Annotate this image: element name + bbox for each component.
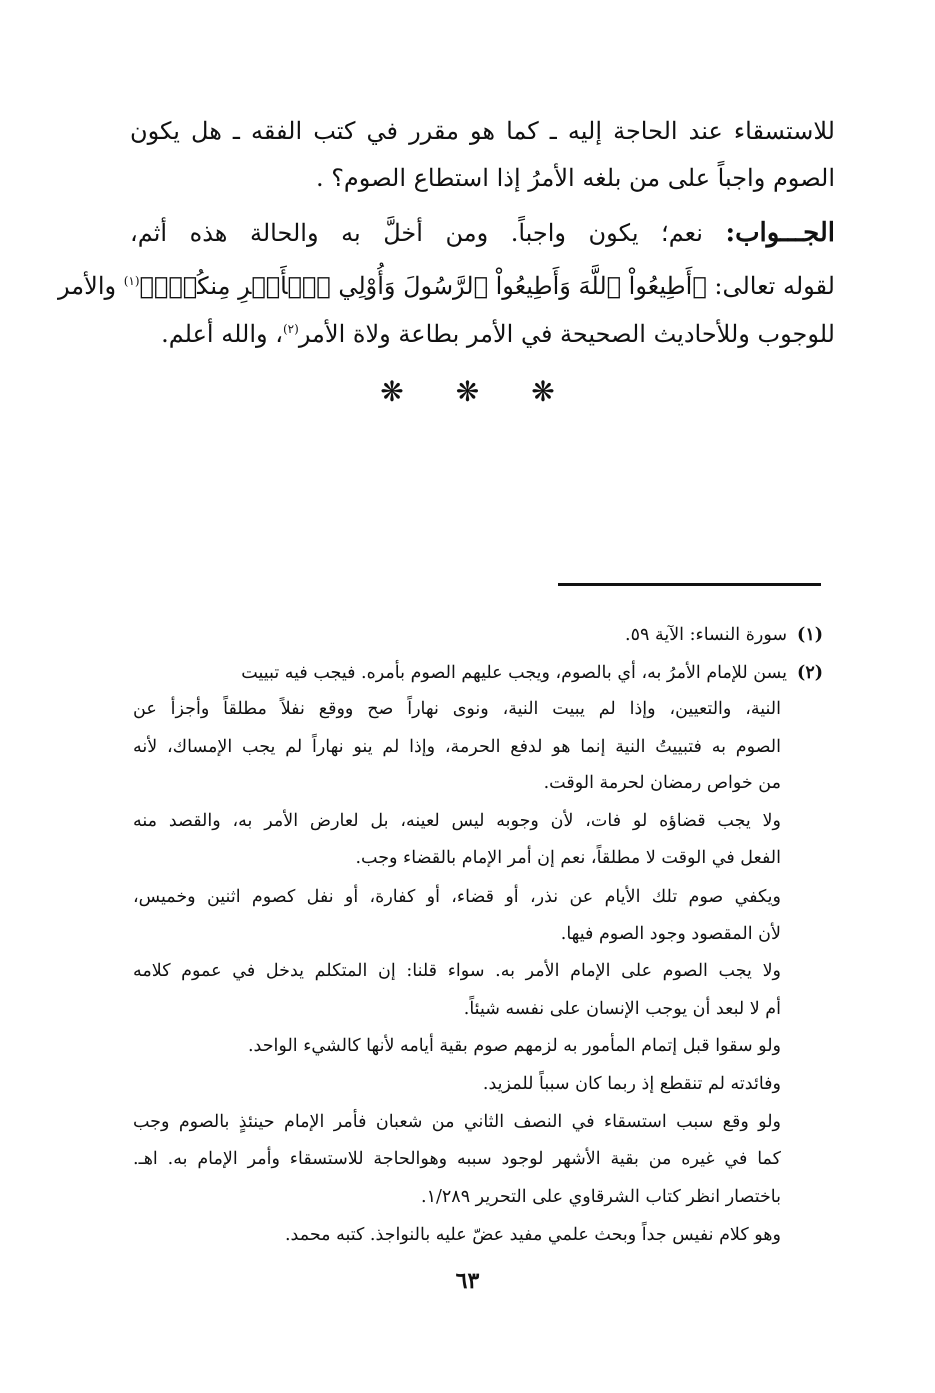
body-line-4-end: والأمر [58, 272, 124, 300]
footnote-1-text: سورة النساء: الآية ٥٩. [624, 625, 788, 645]
footnote-2-number: (٢) [797, 663, 823, 683]
quran-verse-line [58, 265, 835, 302]
footnote-ref-2: (٢) [282, 322, 299, 336]
footnote-line: النية، والتعيين، وإذا لم يبيت النية، ونوى نهاراً صح ووقع نفلاً مطلقاً وأجزأ عن [133, 699, 781, 719]
body-line-2: الصوم واجباً على من بلغه الأمرُ إذا استطاع الصوم؟ . [315, 164, 835, 192]
footnote-divider [558, 583, 821, 586]
body-line-1: للاستسقاء عند الحاجة إليه ـ كما هو مقرر في كتب الفقه ـ هل يكون [130, 117, 835, 145]
footnote-2 [133, 660, 823, 686]
body-line-5 [130, 313, 835, 350]
footnote-1 [133, 622, 823, 648]
footnote-1-number: (١) [797, 625, 823, 645]
footnote-line: ولا يجب الصوم على الإمام الأمر به. سواء قلنا: إن المتكلم يدخل في عموم كلامه [133, 961, 781, 981]
asterism-icon: ❋ [455, 375, 480, 408]
footnote-line: الفعل في الوقت لا مطلقاً، نعم إن أمر الإمام بالقضاء وجب. [355, 848, 781, 868]
footnote-line: ولو وقع سبب استسقاء في النصف الثاني من شعبان فأمر الإمام حينئذٍ بالصوم وجب [133, 1112, 781, 1132]
footnote-line: باختصار انظر كتاب الشرقاوي على التحرير ١/٢٨٩. [421, 1187, 781, 1207]
section-separator [0, 375, 935, 415]
answer-line [130, 217, 835, 249]
page-number: ٦٣ [455, 1268, 480, 1294]
footnote-line: من خواص رمضان لحرمة الوقت. [543, 773, 781, 793]
quran-verse: لقوله تعالى: ﴿أَطِيعُواْ ٱللَّهَ وَأَطِيعُواْ ٱلرَّسُولَ وَأُوْلِي ٱلۡأَمۡرِ مِنكُمۡۖ﴾ [139, 272, 835, 300]
footnote-line: أم لا لبعد أن يوجب الإنسان على نفسه شيئاً. [463, 999, 781, 1019]
footnote-line: ولو سقوا قبل إتمام المأمور به لزمهم صوم بقية أيامه لأنها كالشيء الواحد. [247, 1036, 781, 1056]
footnote-line: ويكفي صوم تلك الأيام عن نذر، أو قضاء، أو كفارة، أو نفل كصوم اثنين وخميس، [133, 887, 781, 907]
footnote-line: ولا يجب قضاؤه لو فات، لأن وجوبه ليس لعينه، بل لعارض الأمر به، والقصد منه [133, 811, 781, 831]
footnote-2-text: يسن للإمام الأمرُ به، أي بالصوم، ويجب عليهم الصوم بأمره. فيجب فيه تبييت [241, 663, 788, 683]
asterism-icon: ❋ [380, 375, 404, 408]
footnote-line: كما في غيره من بقية الأشهر لوجود سببه وهوالحاجة للاستسقاء وأمر الإمام به. اهـ. [133, 1149, 781, 1169]
footnote-ref-1: (١) [123, 274, 140, 288]
footnote-line: لأن المقصود وجود الصوم فيها. [560, 924, 781, 944]
body-line-5-end: ، والله أعلم. [161, 320, 283, 348]
answer-label: الجـــواب: [725, 218, 835, 248]
body-line-5-text: للوجوب وللأحاديث الصحيحة في الأمر بطاعة ولاة الأمر [298, 320, 835, 348]
footnote-line: وفائدته لم تنقطع إذ ربما كان سبباً للمزيد. [482, 1074, 781, 1094]
asterism-icon: ❋ [531, 375, 555, 408]
answer-text: نعم؛ يكون واجباً. ومن أخلَّ به والحالة هذه أثم، [130, 219, 726, 247]
footnote-line: وهو كلام نفيس جداً وبحث علمي مفيد عضّ عليه بالنواجذ. كتبه محمد. [284, 1225, 781, 1245]
footnote-line: الصوم به فتبييتُ النية إنما هو لدفع الحرمة، وإذا لم ينو نهاراً لم يجب الإمساك، لأنه [133, 737, 781, 757]
